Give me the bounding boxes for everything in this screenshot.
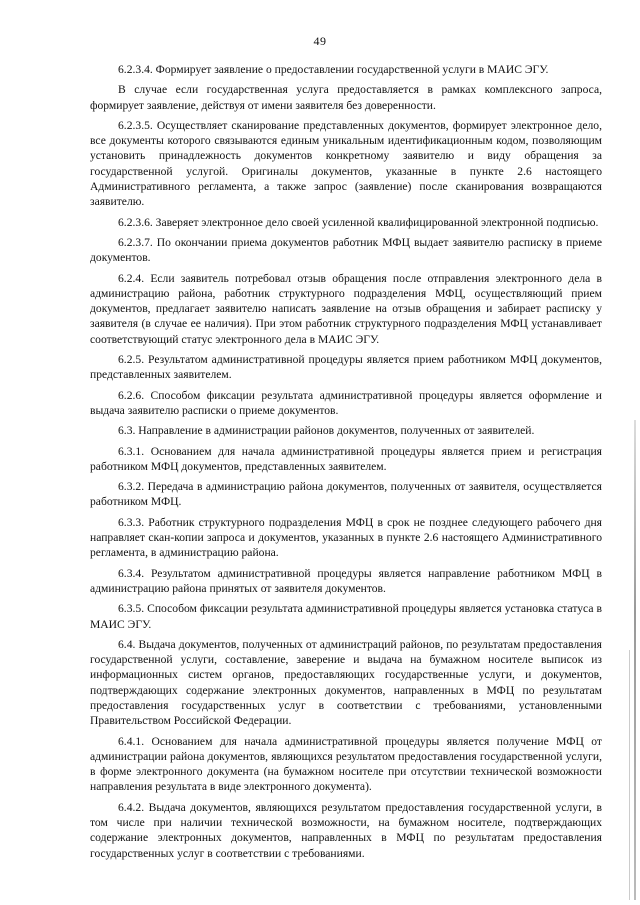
paragraph: 6.3.2. Передача в администрацию района документов, полученных от заявителя, осуществляется работником МФЦ. <box>90 480 602 509</box>
scan-edge-mark <box>634 420 636 900</box>
paragraph: 6.2.4. Если заявитель потребовал отзыв обращения после отправления электронного дела в администрацию района, работник структурного подразделения МФЦ, осуществляющий прием документов, предлагает заявителю написать заявление на отзыв обращения и забирает расписку у заявителя (в случае ее наличия). При этом работник структурного подразделения МФЦ устанавливает соответствующий статус электронного дела в МАИС ЭГУ. <box>90 271 602 346</box>
paragraph: 6.3.1. Основанием для начала административной процедуры является прием и регистрация работником МФЦ документов, представленных заявителем. <box>90 444 602 473</box>
paragraph: 6.2.3.4. Формирует заявление о предоставлении государственной услуги в МАИС ЭГУ. <box>118 63 549 76</box>
paragraph: В случае если государственная услуга предоставляется в рамках комплексного запроса, формирует заявление, действуя от имени заявителя без доверенности. <box>90 83 602 112</box>
paragraph: 6.4.2. Выдача документов, являющихся результатом предоставления государственной услуги, в том числе при наличии технической возможности, на бумажном носителе, подтверждающих содержание электронных документов, направленных в МФЦ по результатам предоставления государственных услуг в соответствии с требованиями. <box>90 800 602 860</box>
section-heading: 6.3. Направление в администрации районов документов, полученных от заявителей. <box>118 424 535 438</box>
paragraph: 6.3.3. Работник структурного подразделения МФЦ в срок не позднее следующего рабочего дня направляет скан-копии запроса и документов, указанных в пункте 2.6 настоящего Административного регламента, в администрацию района. <box>90 515 602 560</box>
paragraph: 6.2.3.7. По окончании приема документов работник МФЦ выдает заявителю расписку в приеме документов. <box>90 235 602 265</box>
paragraph: 6.3.4. Результатом административной процедуры является направление работником МФЦ в администрацию района принятых от заявителя документов. <box>90 566 602 595</box>
scan-edge-mark <box>629 650 630 900</box>
paragraph: 6.3.5. Способом фиксации результата административной процедуры является установка статуса в МАИС ЭГУ. <box>90 602 602 631</box>
paragraph: 6.2.6. Способом фиксации результата административной процедуры является оформление и выдача заявителю расписки о приеме документов. <box>90 388 602 417</box>
paragraph: 6.2.3.5. Осуществляет сканирование представленных документов, формирует электронное дело, все документы которого связываются единым уникальным идентификационным кодом, позволяющим установить принадлежность документов конкретному заявителю и виду обращения за государственной услугой. Оригиналы документов, указанные в пункте 2.6 настоящего Административного регламента, а также запрос (заявление) после сканирования возвращаются заявителю. <box>90 118 602 209</box>
section-heading: 6.4. Выдача документов, полученных от администраций районов, по результатам предоставления государственной услуги, составление, заверение и выдача на бумажном носителе выписок из информационных систем органов, предоставляющих государственные услуги, и документов, подтверждающих содержание электронных документов, направленных в МФЦ по результатам предоставления государственных услуг в соответствии с требованиями, установленными Правительством Российской Федерации. <box>90 637 602 728</box>
page-number: 49 <box>313 34 327 48</box>
paragraph: 6.4.1. Основанием для начала административной процедуры является получение МФЦ от администрации района документов, являющихся результатом предоставления государственной услуги, в форме электронного документа (на бумажном носителе при отсутствии технической возможности направления результата в виде электронного документа). <box>90 734 602 794</box>
paragraph: 6.2.5. Результатом административной процедуры является прием работником МФЦ документов, представленных заявителем. <box>90 353 602 382</box>
document-body <box>90 62 602 866</box>
paragraph: 6.2.3.6. Заверяет электронное дело своей усиленной квалифицированной электронной подписью. <box>118 215 599 229</box>
